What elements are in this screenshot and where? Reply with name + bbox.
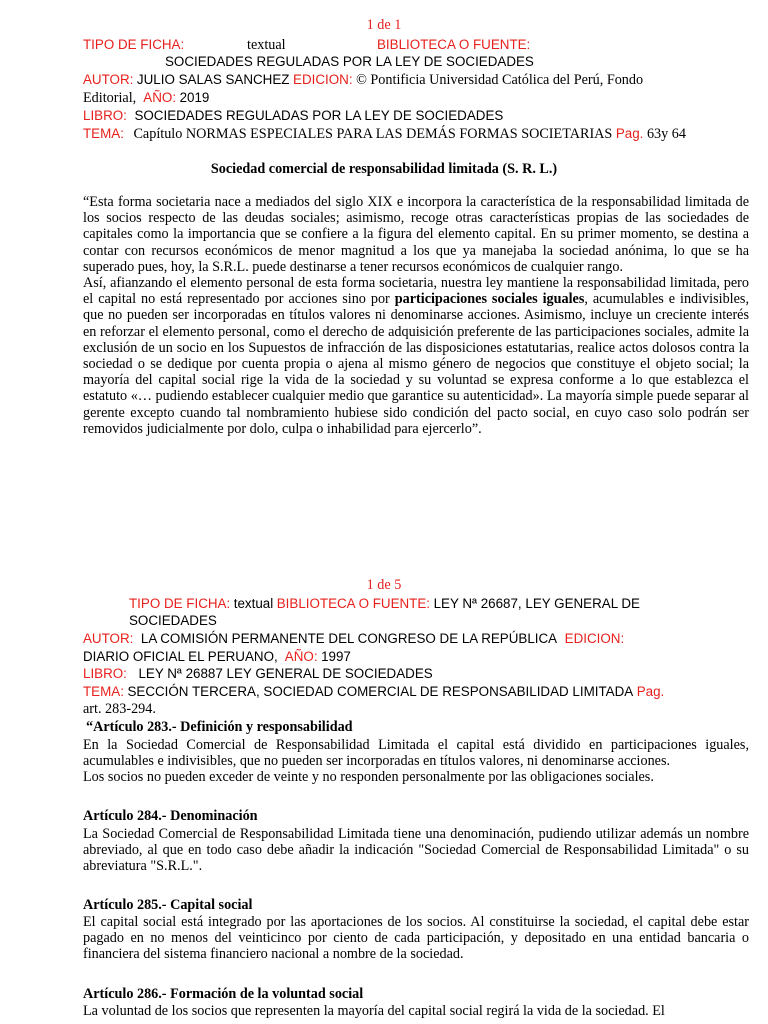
body-text-1 [83,194,749,437]
autor-label: AUTOR: [83,631,134,646]
edicion-value: © Pontificia Universidad Católica del Perú, Fondo [356,72,644,88]
tema-label: TEMA: [83,126,124,141]
autor-value: JULIO SALAS SANCHEZ [136,72,290,87]
edicion-row-1b [83,90,209,106]
tema-row-1 [83,126,686,142]
libro-row-2 [83,666,433,682]
pager-2: 1 de 5 [366,577,402,593]
tipo-value: textual [233,596,274,611]
autor-value: LA COMISIÓN PERMANENTE DEL CONGRESO DE LA REPÚBLICA [140,631,558,646]
pager-1: 1 de 1 [366,17,402,33]
autor-row-2 [83,631,624,647]
biblioteca-value-cont: SOCIEDADES [129,613,217,628]
tipo-value: textual [247,37,286,53]
section-title: Sociedad comercial de responsabilidad limitada (S. R. L.) [210,161,558,177]
anio-value: 1997 [321,649,351,664]
edicion-value: DIARIO OFICIAL EL PERUANO, [83,649,278,664]
pag-label: Pag. [636,684,665,699]
article-text-285 [83,914,749,963]
libro-label: LIBRO: [83,108,127,123]
edicion-row-2 [83,649,351,665]
biblioteca-label: BIBLIOTECA O FUENTE: [377,37,531,52]
tipo-label: TIPO DE FICHA: [83,37,185,52]
tipo-label: TIPO DE FICHA: [129,596,231,611]
bold-phrase: participaciones sociales iguales [394,291,585,308]
tema-value: SECCIÓN TERCERA, SOCIEDAD COMERCIAL DE RESPONSABILIDAD LIMITADA [127,684,634,699]
tema-label: TEMA: [83,684,124,699]
autor-row-1 [83,72,643,88]
autor-label: AUTOR: [83,72,134,87]
tema-row-2 [83,684,664,700]
article-heading-286: Artículo 286.- Formación de la voluntad social [83,986,364,1002]
libro-value: SOCIEDADES REGULADAS POR LA LEY DE SOCIEDADES [134,108,504,123]
biblioteca-value: SOCIEDADES REGULADAS POR LA LEY DE SOCIEDADES [165,54,534,69]
pag-value: art. 283-294. [83,701,156,717]
tipo-row-1 [83,37,184,53]
paragraph: En la Sociedad Comercial de Responsabilidad Limitada el capital está dividido en participaciones iguales, acumulables e indivisibles, que no pueden ser incorporadas en títulos valores, ni denominarse acciones. [83,737,749,770]
article-text-283 [83,737,749,786]
edicion-value-cont: Editorial, [83,90,137,106]
article-text-286 [83,1003,749,1019]
tipo-row-2 [129,596,640,612]
article-heading-283: “Artículo 283.- Definición y responsabilidad [86,719,353,735]
anio-label: AÑO: [284,649,318,664]
anio-label: AÑO: [143,90,177,105]
paragraph: El capital social está integrado por las aportaciones de los socios. Al constituirse la sociedad, el capital debe estar pagado en no menos del veinticinco por ciento de cada participación, y depositado en una entidad bancaria o financiera del sistema financiero nacional a nombre de la sociedad. [83,914,749,963]
paragraph: La voluntad de los socios que representen la mayoría del capital social regirá la vida de la sociedad. El [83,1003,665,1019]
article-heading-285: Artículo 285.- Capital social [83,897,253,913]
paragraph: La Sociedad Comercial de Responsabilidad Limitada tiene una denominación, pudiendo utilizar además un nombre abreviado, al que en todo caso debe añadir la indicación "Sociedad Comercial de Responsabilidad Limitada" o su abreviatura "S.R.L.". [83,826,749,875]
libro-value: LEY Nª 26887 LEY GENERAL DE SOCIEDADES [138,666,433,681]
article-heading-284: Artículo 284.- Denominación [83,808,258,824]
article-text-284 [83,826,749,875]
paragraph: Así, afianzando el elemento personal de esta forma societaria, nuestra ley mantiene la responsabilidad limitada, pero el capital no está representado por acciones sino por participaciones sociales iguales, acumulables e indivisibles, que no pueden ser incorporadas en títulos valores ni denominarse acciones. Asimismo, incluye un creciente interés en reforzar el elemento personal, como el derecho de adquisición preferente de las participaciones sociales, admite la exclusión de un socio en los Supuestos de infracción de las disposiciones estatutarias, realice actos dolosos contra la sociedad o se dedique por cuenta propia o ajena al mismo género de negocios que constituye el objeto social; la mayoría del capital social rige la vida de la sociedad y su voluntad se expresa conforme a lo que establezca el estatuto «… pudiendo establecer cualquier medio que garantice su autenticidad». La mayoría simple puede separar al gerente excepto cuando tal nombramiento hubiese sido condición del pacto social, en cuyo caso solo podrán ser removidos judicialmente por dolo, culpa o inhabilidad para ejercerlo”. [83,275,749,437]
edicion-label: EDICION: [293,72,353,87]
tema-value: Capítulo NORMAS ESPECIALES PARA LAS DEMÁS FORMAS SOCIETARIAS [133,126,613,142]
biblioteca-label: BIBLIOTECA O FUENTE: [276,596,431,611]
pag-label: Pag. [615,126,644,141]
paragraph: “Esta forma societaria nace a mediados del siglo XIX e incorpora la característica de la responsabilidad limitada de los socios respecto de las deudas sociales; asimismo, recoge otras características propias de las sociedades de capitales como la importancia que se confiere a la figura del elemento capital. En su primer momento, se destina a contar con recursos económicos de menor magnitud a los que ya manejaba la sociedad anónima, lo que se ha superado pues, hoy, la S.R.L. puede destinarse a tener recursos económicos de cualquier rango. [83,194,749,275]
libro-row-1 [83,108,503,124]
biblioteca-value: LEY Nª 26687, LEY GENERAL DE [433,596,640,611]
libro-label: LIBRO: [83,666,127,681]
edicion-label: EDICION: [564,631,625,646]
paragraph: Los socios no pueden exceder de veinte y no responden personalmente por las obligaciones sociales. [83,769,654,786]
pag-value: 63y 64 [646,126,686,142]
anio-value: 2019 [179,90,210,105]
